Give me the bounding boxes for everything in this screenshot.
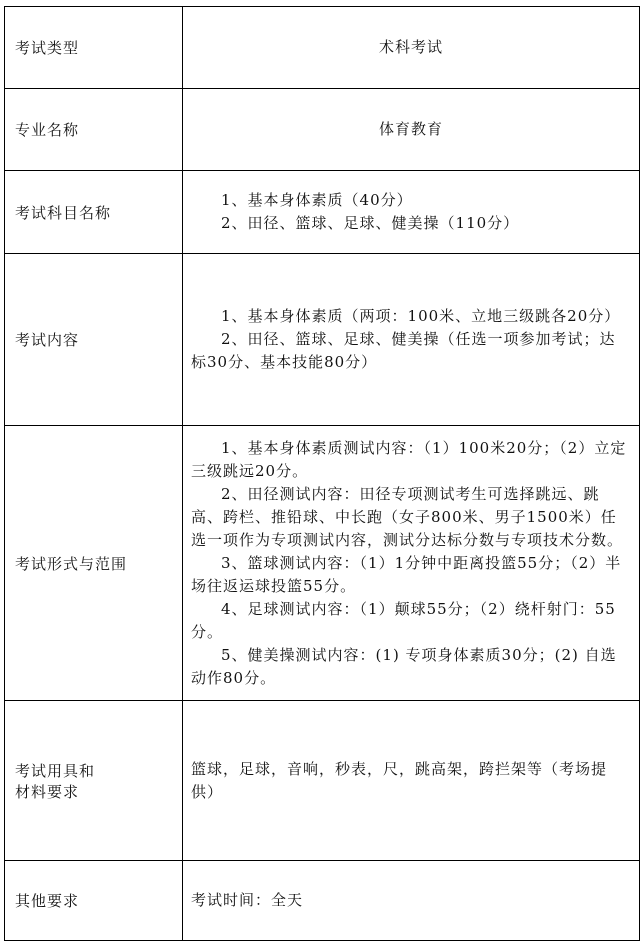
row-label xyxy=(5,701,183,861)
table-row xyxy=(5,7,640,89)
value-line: 5、健美操测试内容：(1) 专项身体素质30分；(2) 自选动作80分。 xyxy=(191,645,617,687)
value-line: 2、田径测试内容：田径专项测试考生可选择跳远、跳高、跨栏、推铅球、中长跑（女子800米、男子1500米）任选一项作为专项测试内容，测试分达标分数与专项技术分数。 xyxy=(191,484,624,549)
row-label: 考试内容 xyxy=(5,254,183,426)
row-label-line: 材料要求 xyxy=(15,782,80,801)
row-label-line: 考试用具和 xyxy=(15,761,96,780)
value-line: 3、篮球测试内容：（1）1分钟中距离投篮55分；（2）半场往返运球投篮55分。 xyxy=(191,553,622,595)
row-label: 考试科目名称 xyxy=(5,171,183,254)
value-line: 1、基本身体素质（40分） xyxy=(221,191,413,209)
row-value: 考试时间：全天 xyxy=(183,861,640,941)
table-row xyxy=(5,89,640,171)
row-value: 术科考试 xyxy=(183,7,640,89)
value-line: 1、基本身体素质测试内容：（1）100米20分；（2）立定三级跳远20分。 xyxy=(191,438,627,480)
value-line: 2、田径、篮球、足球、健美操（110分） xyxy=(221,214,520,232)
table-row xyxy=(5,861,640,941)
row-value xyxy=(183,254,640,426)
value-line: 1、基本身体素质（两项：100米、立地三级跳各20分） xyxy=(221,307,621,325)
table-row xyxy=(5,254,640,426)
value-line: 2、田径、篮球、足球、健美操（任选一项参加考试；达标30分、基本技能80分） xyxy=(191,330,616,371)
table-row xyxy=(5,171,640,254)
row-value: 体育教育 xyxy=(183,89,640,171)
row-label: 专业名称 xyxy=(5,89,183,171)
row-value: 篮球，足球，音响，秒表，尺，跳高架，跨拦架等（考场提供） xyxy=(183,701,640,861)
row-value xyxy=(183,426,640,701)
table-row xyxy=(5,426,640,701)
table-row xyxy=(5,701,640,861)
row-value xyxy=(183,171,640,254)
row-label: 考试形式与范围 xyxy=(5,426,183,701)
row-label: 考试类型 xyxy=(5,7,183,89)
row-label: 其他要求 xyxy=(5,861,183,941)
value-line: 4、足球测试内容：（1）颠球55分；（2）绕杆射门：55分。 xyxy=(191,599,616,641)
exam-spec-table xyxy=(4,6,640,941)
